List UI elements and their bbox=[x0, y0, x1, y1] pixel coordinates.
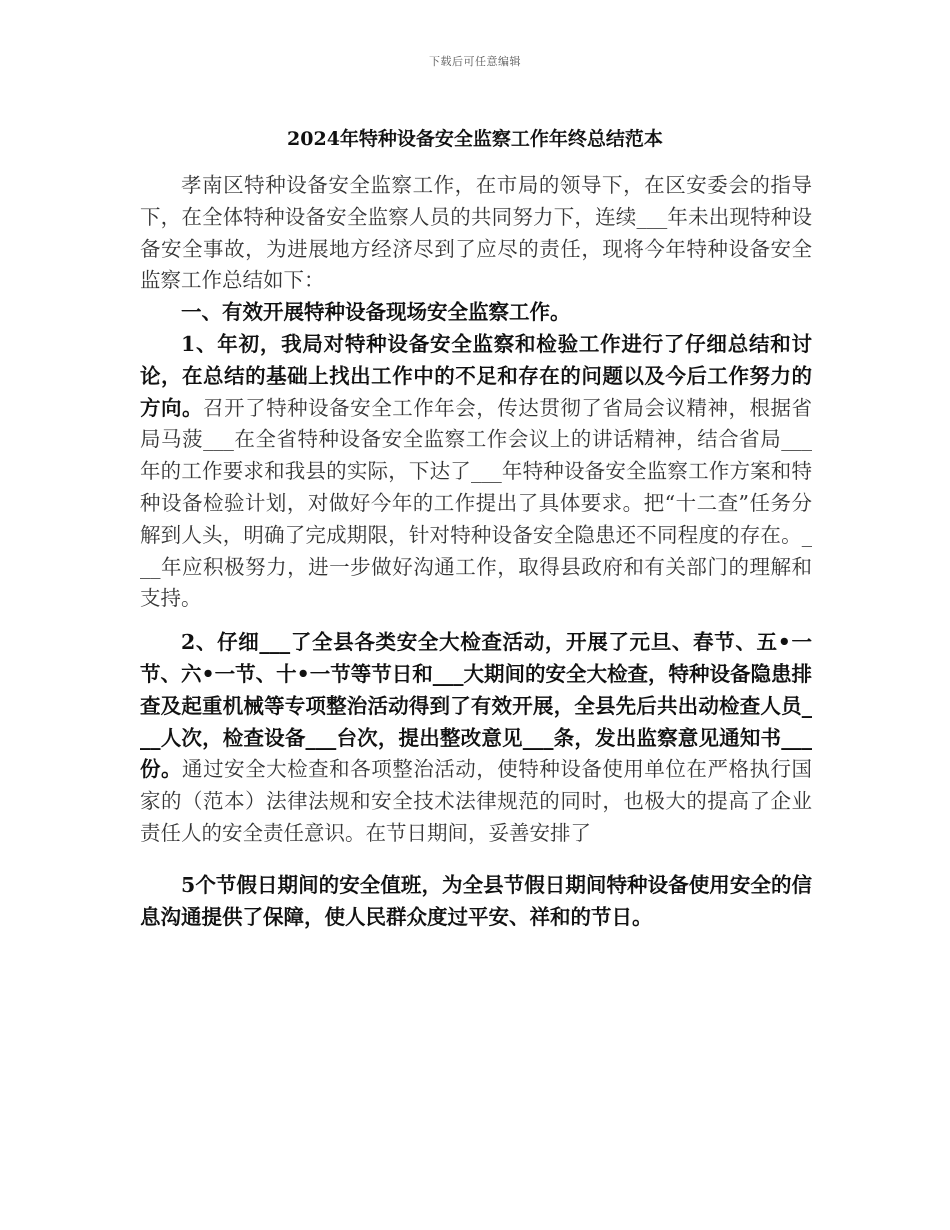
paragraph-item-2 bbox=[140, 627, 812, 850]
document-body bbox=[140, 170, 812, 933]
paragraph-item-2-lead: 2、仔细___了全县各类安全大检查活动，开展了元旦、春节、五•一节、六•一节、十•一节等节日和___大期间的安全大检查，特种设备隐患排查及起重机械等专项整治活动得到了有效开展，全县先后共出动检查人员___人次，检查设备___台次，提出整改意见___条，发出监察意见通知书___份。 bbox=[140, 630, 812, 782]
paragraph-holiday-duty: 5个节假日期间的安全值班，为全县节假日期间特种设备使用安全的信息沟通提供了保障，使人民群众度过平安、祥和的节日。 bbox=[140, 872, 812, 929]
document-title: 2024年特种设备安全监察工作年终总结范本 bbox=[287, 128, 663, 150]
header-note: 下载后可任意编辑 bbox=[429, 55, 521, 68]
paragraph-item-1 bbox=[140, 329, 812, 615]
paragraph-item-2-body: 通过安全大检查和各项整治活动，使特种设备使用单位在严格执行国家的（范本）法律法规和安全技术法律规范的同时，也极大的提高了企业责任人的安全责任意识。在节日期间，妥善安排了 bbox=[140, 757, 813, 845]
paragraph-item-1-lead: 1、年初，我局对特种设备安全监察和检验工作进行了仔细总结和讨论，在总结的基础上找出工作中的不足和存在的问题以及今后工作努力的方向。 bbox=[140, 331, 812, 420]
section-heading-1: 一、有效开展特种设备现场安全监察工作。 bbox=[181, 300, 571, 325]
paragraph-item-1-body: 召开了特种设备安全工作年会，传达贯彻了省局会议精神，根据省局马菠___在全省特种设备安全监察工作会议上的讲话精神，结合省局___年的工作要求和我县的实际，下达了___年特种设备安全监察工作方案和特种设备检验计划，对做好今年的工作提出了具体要求。把“十二查”任务分解到人头，明确了完成期限，针对特种设备安全隐患还不同程度的存在。___年应积极努力，进一步做好沟通工作，取得县政府和有关部门的理解和支持。 bbox=[140, 395, 813, 611]
paragraph-intro: 孝南区特种设备安全监察工作，在市局的领导下，在区安委会的指导下，在全体特种设备安全监察人员的共同努力下，连续___年未出现特种设备安全事故，为进展地方经济尽到了应尽的责任，现将今年特种设备安全监察工作总结如下： bbox=[140, 173, 812, 293]
